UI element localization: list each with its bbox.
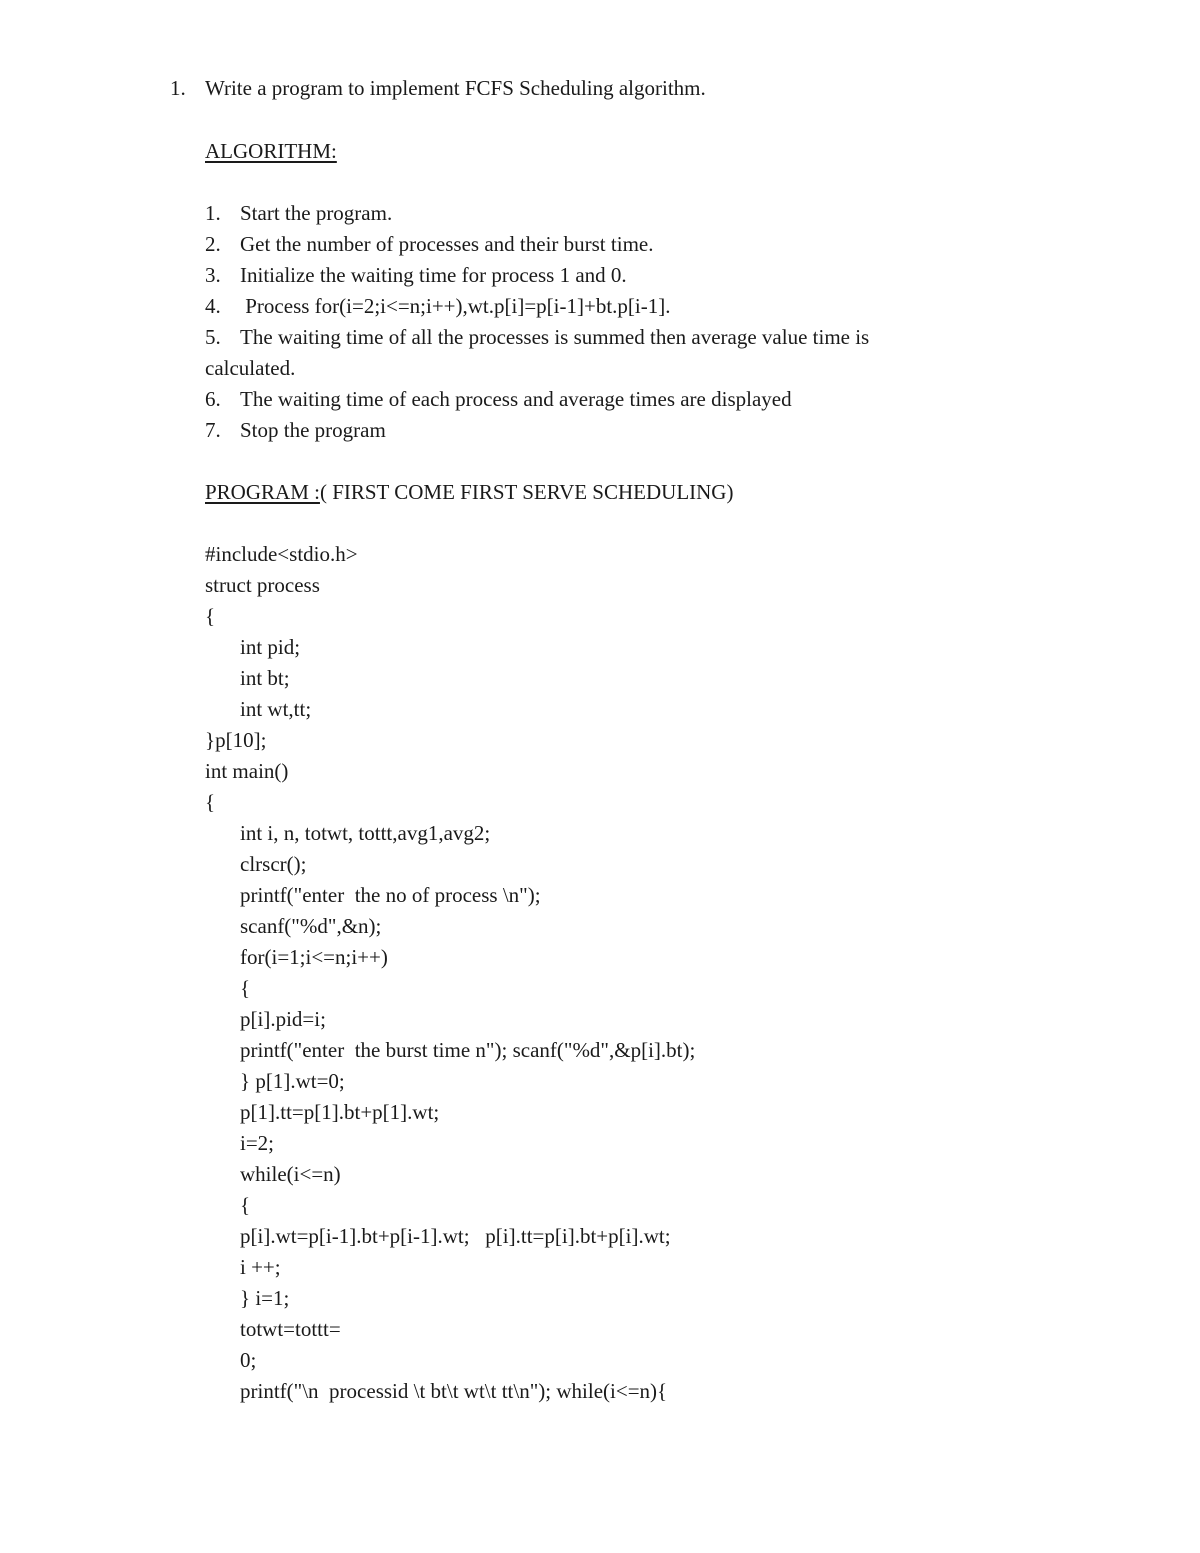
code-line: int wt,tt; <box>240 697 312 721</box>
code-line: { <box>205 790 216 814</box>
code-line: printf("enter the burst time n"); scanf("%d",&p[i].bt); <box>240 1038 696 1062</box>
code-line: { <box>205 604 216 628</box>
code-line: { <box>240 1193 251 1217</box>
question-title: Write a program to implement FCFS Scheduling algorithm. <box>205 76 706 100</box>
code-line: p[i].wt=p[i-1].bt+p[i-1].wt; p[i].tt=p[i].bt+p[i].wt; <box>240 1224 671 1248</box>
code-line: struct process <box>205 573 320 597</box>
step-text: The waiting time of each process and average times are displayed <box>240 387 792 411</box>
question-number: 1. <box>170 76 186 100</box>
code-line: for(i=1;i<=n;i++) <box>240 945 388 969</box>
code-line: printf("\n processid \t bt\t wt\t tt\n"); while(i<=n){ <box>240 1379 668 1403</box>
step-number: 3. <box>205 263 221 287</box>
step-number: 5. <box>205 325 221 349</box>
step-text: Stop the program <box>240 418 386 442</box>
step-number: 6. <box>205 387 221 411</box>
code-line: i=2; <box>240 1131 275 1155</box>
code-line: int main() <box>205 759 289 783</box>
code-line: int bt; <box>240 666 290 690</box>
step-text: Start the program. <box>240 201 393 225</box>
step-text: Get the number of processes and their burst time. <box>240 232 654 256</box>
code-line: p[1].tt=p[1].bt+p[1].wt; <box>240 1100 440 1124</box>
code-line: while(i<=n) <box>240 1162 341 1186</box>
step-text: The waiting time of all the processes is summed then average value time is <box>240 325 870 349</box>
code-line: } p[1].wt=0; <box>240 1069 345 1093</box>
step-text: Initialize the waiting time for process 1 and 0. <box>240 263 627 287</box>
code-line: clrscr(); <box>240 852 307 876</box>
program-heading-label: PROGRAM : <box>205 480 320 504</box>
code-line: printf("enter the no of process \n"); <box>240 883 541 907</box>
step-number: 4. <box>205 294 221 318</box>
code-line: scanf("%d",&n); <box>240 914 382 938</box>
step-text: Process for(i=2;i<=n;i++),wt.p[i]=p[i-1]+bt.p[i-1]. <box>240 294 671 318</box>
code-line: totwt=tottt= <box>240 1317 341 1341</box>
code-line: { <box>240 976 251 1000</box>
step-number: 2. <box>205 232 221 256</box>
algorithm-heading: ALGORITHM: <box>205 139 337 163</box>
code-line: int pid; <box>240 635 301 659</box>
step-number: 7. <box>205 418 221 442</box>
step-number: 1. <box>205 201 221 225</box>
code-line: int i, n, totwt, tottt,avg1,avg2; <box>240 821 491 845</box>
code-line: i ++; <box>240 1255 281 1279</box>
code-line: p[i].pid=i; <box>240 1007 326 1031</box>
code-line: 0; <box>240 1348 257 1372</box>
code-line: } i=1; <box>240 1286 290 1310</box>
code-line: }p[10]; <box>205 728 267 752</box>
program-heading <box>205 480 733 504</box>
program-heading-subtitle: ( FIRST COME FIRST SERVE SCHEDULING) <box>319 480 734 504</box>
step-text-continuation: calculated. <box>205 356 296 380</box>
code-line: #include<stdio.h> <box>205 542 358 566</box>
